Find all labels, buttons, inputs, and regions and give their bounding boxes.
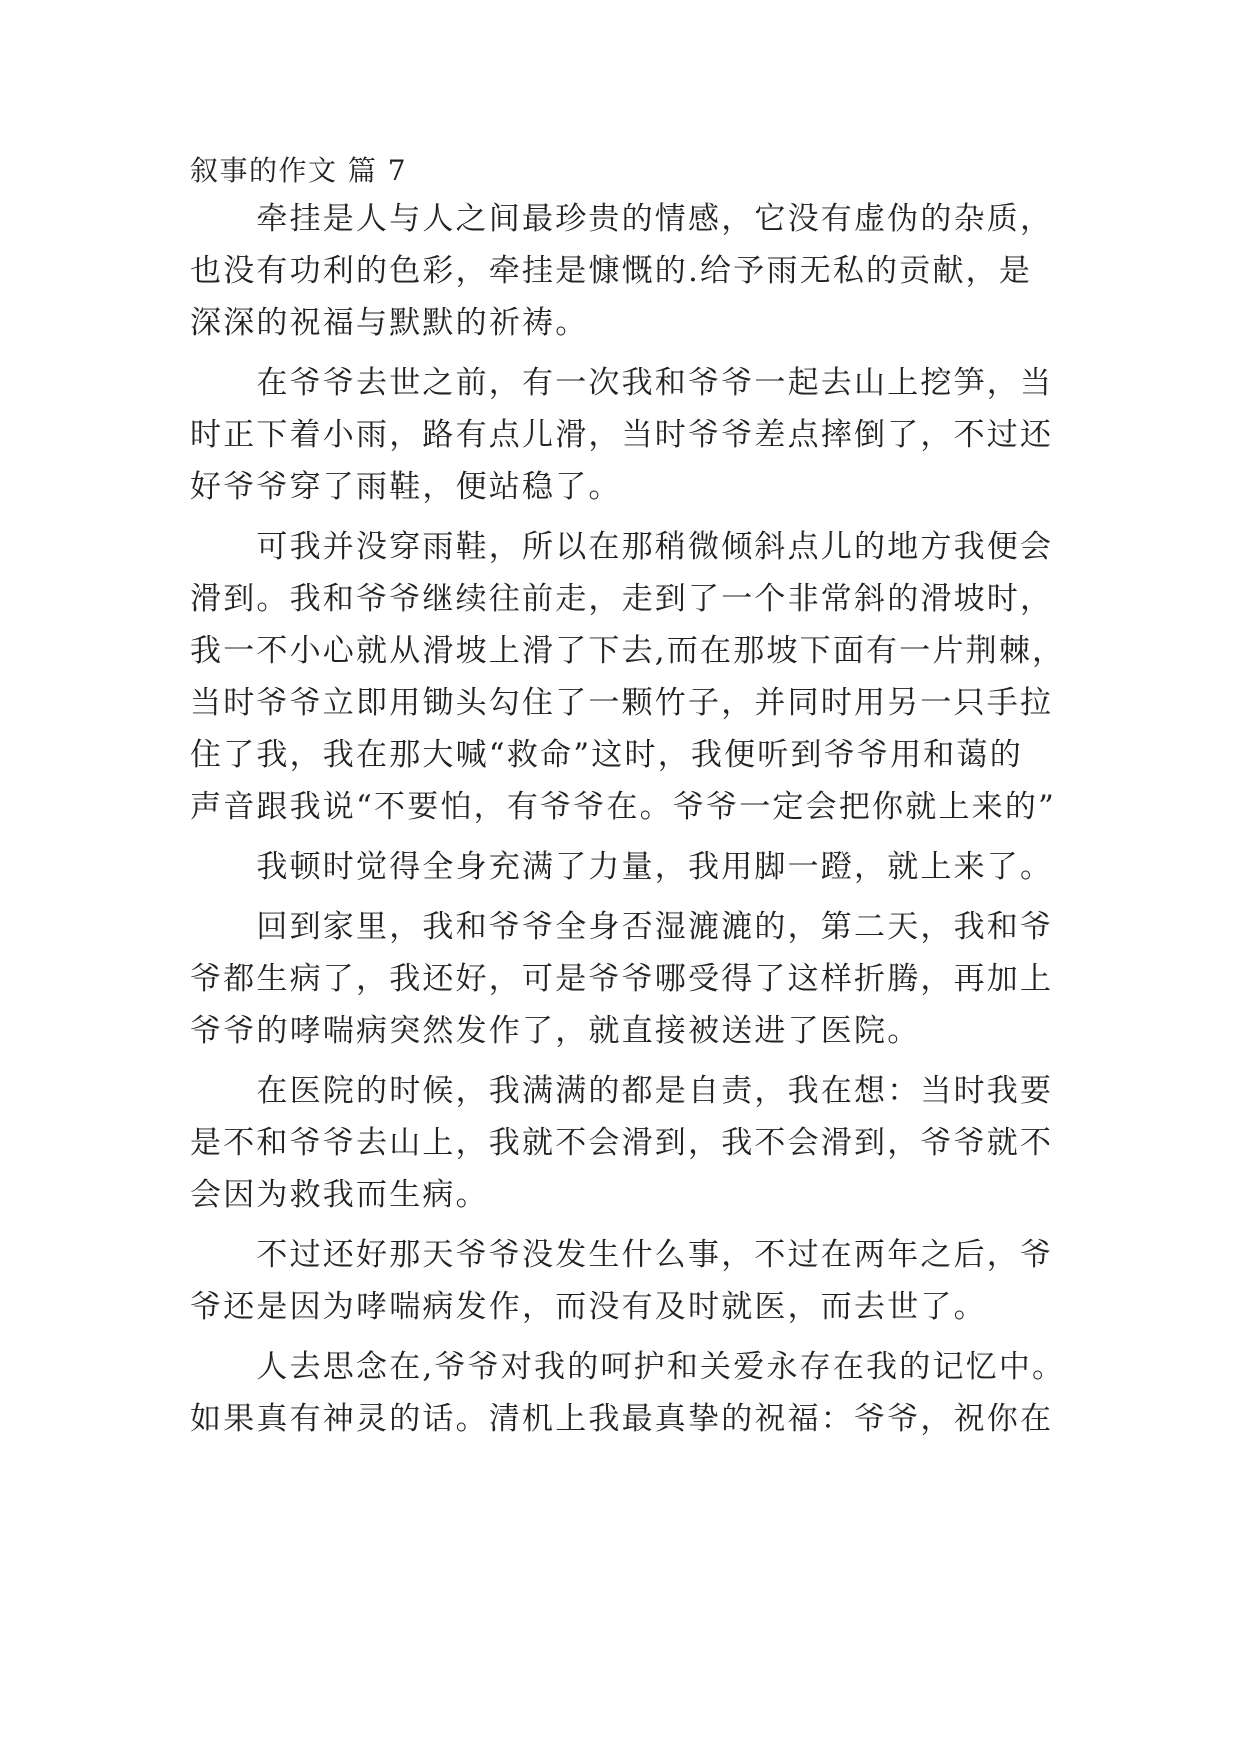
text-line: 声音跟我说“不要怕，有爷爷在。爷爷一定会把你就上来的”: [190, 789, 1057, 825]
text-line: 可我并没穿雨鞋，所以在那稍微倾斜点儿的地方我便会: [190, 529, 1054, 565]
text-line: 会因为救我而生病。: [190, 1177, 489, 1213]
text-line: 住了我，我在那大喊“救命”这时，我便听到爷爷用和蔼的: [190, 737, 1023, 773]
text-line: 回到家里，我和爷爷全身否湿漉漉的，第二天，我和爷: [190, 909, 1054, 945]
text-line: 爷都生病了，我还好，可是爷爷哪受得了这样折腾，再加上: [190, 961, 1054, 997]
text-line: 爷爷的哮喘病突然发作了，就直接被送进了医院。: [190, 1013, 921, 1049]
text-line: 深深的祝福与默默的祈祷。: [190, 305, 589, 341]
text-line: 好爷爷穿了雨鞋，便站稳了。: [190, 469, 622, 505]
text-line: 牵挂是人与人之间最珍贵的情感，它没有虚伪的杂质，: [190, 201, 1054, 237]
text-line: 是不和爷爷去山上，我就不会滑到，我不会滑到，爷爷就不: [190, 1125, 1054, 1161]
text-line: 当时爷爷立即用锄头勾住了一颗竹子，并同时用另一只手拉: [190, 685, 1054, 721]
text-line: 人去思念在,爷爷对我的呵护和关爱永存在我的记忆中。: [190, 1349, 1066, 1385]
text-line: 滑到。我和爷爷继续往前走，走到了一个非常斜的滑坡时，: [190, 581, 1054, 617]
essay-title: 叙事的作文 篇 7: [190, 154, 408, 187]
text-line: 也没有功利的色彩，牵挂是慷慨的.给予雨无私的贡献，是: [190, 253, 1033, 289]
text-line: 时正下着小雨，路有点儿滑，当时爷爷差点摔倒了，不过还: [190, 417, 1054, 453]
text-line: 我顿时觉得全身充满了力量，我用脚一蹬，就上来了。: [190, 849, 1054, 885]
text-line: 在爷爷去世之前，有一次我和爷爷一起去山上挖笋，当: [190, 365, 1054, 401]
text-line: 不过还好那天爷爷没发生什么事，不过在两年之后，爷: [190, 1237, 1054, 1273]
text-line: 在医院的时候，我满满的都是自责，我在想：当时我要: [190, 1073, 1054, 1109]
text-line: 如果真有神灵的话。清机上我最真挚的祝福：爷爷，祝你在: [190, 1401, 1054, 1437]
text-line: 爷还是因为哮喘病发作，而没有及时就医，而去世了。: [190, 1289, 987, 1325]
text-line: 我一不小心就从滑坡上滑了下去,而在那坡下面有一片荆棘，: [190, 633, 1066, 669]
